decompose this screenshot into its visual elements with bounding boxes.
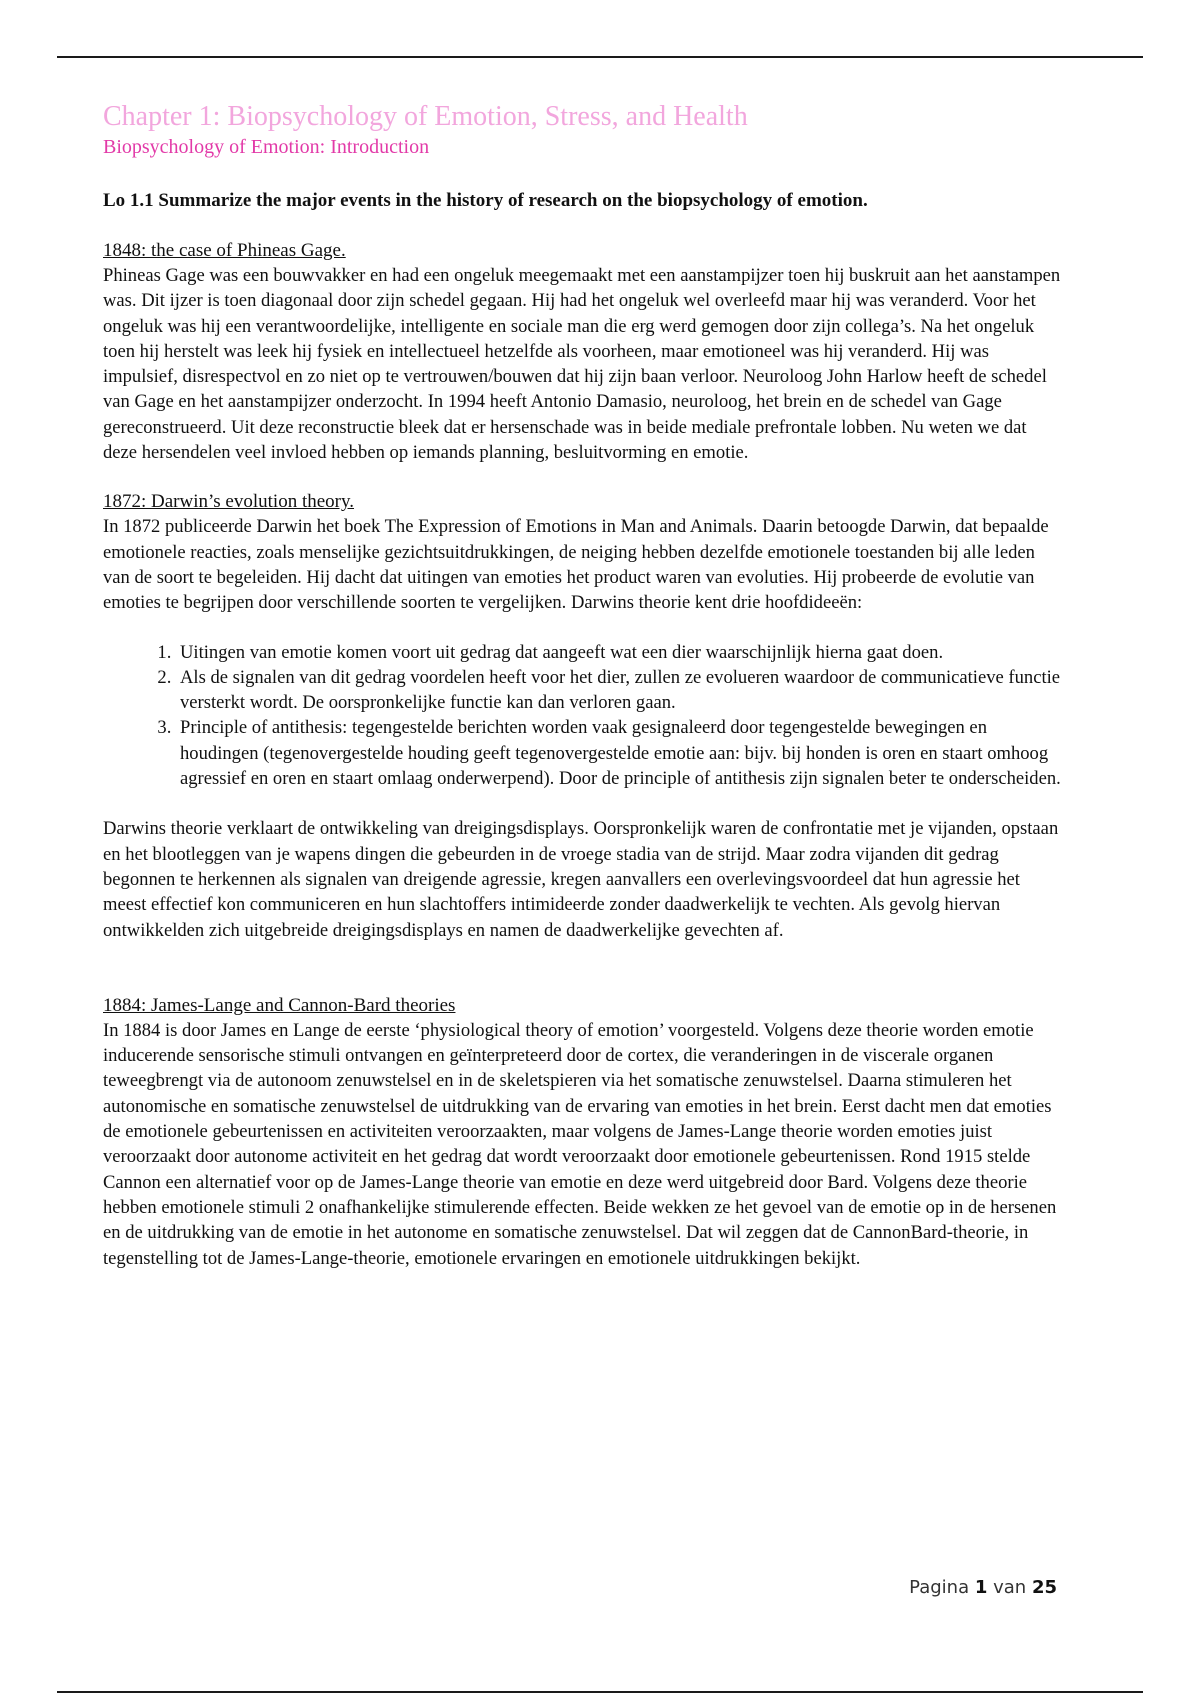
page-content — [103, 100, 1063, 1271]
section-heading: 1848: the case of Phineas Gage. — [103, 240, 346, 261]
page-label-mid: van — [993, 1577, 1027, 1598]
list-item: 1. Uitingen van emotie komen voort uit gedrag dat aangeeft wat een dier waarschijnlijk hierna gaat doen. — [176, 640, 1063, 665]
footer-rule — [57, 1691, 1143, 1693]
section-phineas-gage — [103, 238, 1063, 465]
section-darwin — [103, 489, 1063, 942]
current-page: 1 — [974, 1577, 988, 1598]
section-body: Phineas Gage was een bouwvakker en had een ongeluk meegemaakt met een aanstampijzer toen hij buskruit aan het aanstampen was. Dit ijzer is toen diagonaal door zijn schedel gegaan. Hij had het ongeluk wel overleefd maar hij was veranderd. Voor het ongeluk was hij een verantwoordelijke, intelligente en sociale man die erg werd gemogen door zijn collega’s. Na het ongeluk toen hij herstelt was leek hij fysiek en intellectueel hetzelfde als voorheen, maar emotioneel was hij veranderd. Hij was impulsief, disrespectvol en zo niet op te vertrouwen/bouwen dat hij zijn baan verloor. Neuroloog John Harlow heeft de schedel van Gage en het aanstampijzer onderzocht. In 1994 heeft Antonio Damasio, neuroloog, het brein en de schedel van Gage gereconstrueerd. Uit deze reconstructie bleek dat er hersenschade was in beide mediale prefrontale lobben. Nu weten we dat deze hersendelen veel invloed hebben op iemands planning, besluitvorming en emotie. — [103, 265, 1061, 464]
section-james-lange — [103, 993, 1063, 1271]
page-number — [909, 1577, 1057, 1598]
darwin-main-ideas-list — [103, 640, 1063, 792]
header-rule — [57, 56, 1143, 58]
learning-objective: Lo 1.1 Summarize the major events in the history of research on the biopsychology of emotion. — [103, 190, 868, 211]
section-heading: 1884: James-Lange and Cannon-Bard theories — [103, 994, 456, 1016]
chapter-title: Chapter 1: Biopsychology of Emotion, Stress, and Health — [103, 101, 748, 132]
total-pages: 25 — [1031, 1577, 1057, 1598]
list-item: 2. Als de signalen van dit gedrag voordelen heeft voor het dier, zullen ze evolueren waardoor de communicatieve functie versterkt wordt. De oorspronkelijke functie kan dan verloren gaan. — [176, 665, 1063, 716]
section-body: In 1884 is door James en Lange de eerste ‘physiological theory of emotion’ voorgesteld. Volgens deze theorie worden emotie inducerende sensorische stimuli ontvangen en geïnterpreteerd door de cortex, die veranderingen in de viscerale organen teweegbrengt via de autonoom zenuwstelsel en in de skeletspieren via het somatische zenuwstelsel. Daarna stimuleren het autonomische en somatische zenuwstelsel de uitdrukking van de ervaring van emoties in het brein. Eerst dacht men dat emoties de emotionele gebeurtenissen en activiteiten veroorzaakten, maar volgens de James-Lange theorie worden emoties juist veroorzaakt door autonome activiteit en het gedrag dat wordt veroorzaakt door emotionele gebeurtenissen. Rond 1915 stelde Cannon een alternatief voor op de James-Lange theorie van emotie en deze werd uitgebreid door Bard. Volgens deze theorie hebben emotionele stimuli 2 onafhankelijke stimulerende effecten. Beide wekken ze het gevoel van de emotie op in de hersenen en de uitdrukking van de emotie in het autonome en somatische zenuwstelsel. Dat wil zeggen dat de CannonBard-theorie, in tegenstelling tot de James-Lange-theorie, emotionele ervaringen en emotionele uitdrukkingen bekijkt. — [103, 1019, 1057, 1269]
section-body-continued: Darwins theorie verklaart de ontwikkeling van dreigingsdisplays. Oorspronkelijk waren de confrontatie met je vijanden, opstaan en het blootleggen van je wapens dingen die gebeurden in de vroege stadia van de strijd. Maar zodra vijanden dit gedrag begonnen te herkennen als signalen van dreigende agressie, kregen aanvallers een overlevingsvoordeel dat hun agressie het meest effectief kon communiceren en hun slachtoffers intimideerde zonder daadwerkelijk te vechten. Als gevolg hiervan ontwikkelden zich uitgebreide dreigingsdisplays en namen de daadwerkelijke gevechten af. — [103, 818, 1059, 941]
list-item: 3. Principle of antithesis: tegengestelde berichten worden vaak gesignaleerd door tegengestelde bewegingen en houdingen (tegenovergestelde houding geeft tegenovergestelde emotie aan: bijv. bij honden is oren en staart omhoog agressief en oren en staart omlaag onderwerpend). Door de principle of antithesis zijn signalen beter te onderscheiden. — [176, 715, 1063, 791]
section-body: In 1872 publiceerde Darwin het boek The Expression of Emotions in Man and Animals. Daarin betoogde Darwin, dat bepaalde emotionele reacties, zoals menselijke gezichtsuitdrukkingen, de neiging hebben dezelfde emotionele toestanden bij alle leden van de soort te begeleiden. Hij dacht dat uitingen van emoties het product waren van evoluties. Hij probeerde de evolutie van emoties te begrijpen door verschillende soorten te vergelijken. Darwins theorie kent drie hoofdideeën: — [103, 516, 1049, 614]
chapter-subtitle: Biopsychology of Emotion: Introduction — [103, 136, 430, 158]
page-label-prefix: Pagina — [909, 1577, 970, 1598]
section-heading: 1872: Darwin’s evolution theory. — [103, 491, 355, 513]
